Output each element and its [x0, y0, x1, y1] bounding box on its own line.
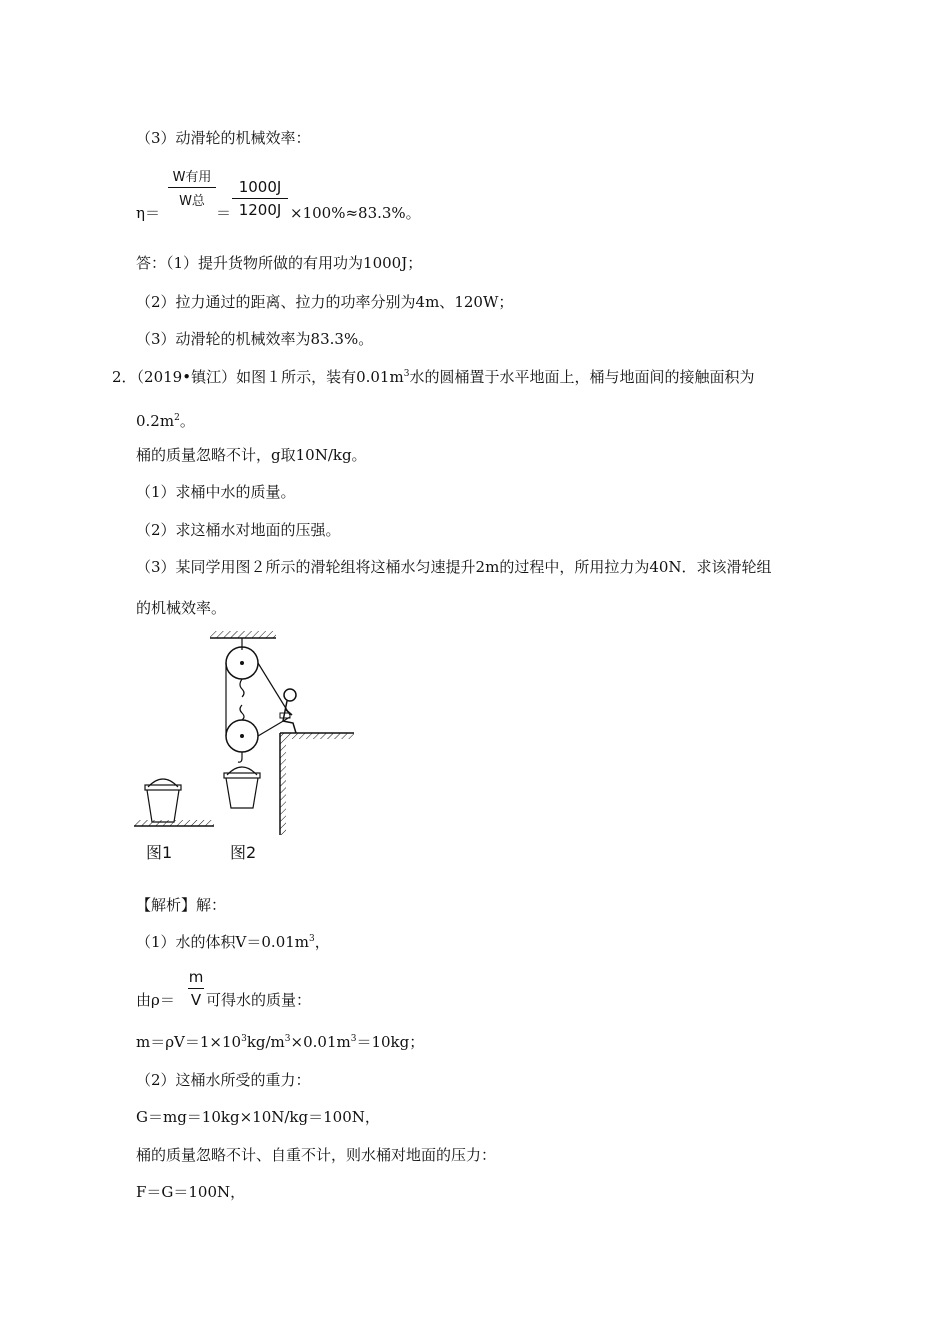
- eta-result: ×100%≈83.3%。: [290, 204, 421, 222]
- question-2-line-3: 桶的质量忽略不计，g取10N/kg。: [136, 446, 367, 464]
- ceiling: [210, 631, 276, 638]
- eq-sign: ＝: [216, 204, 232, 222]
- platform: [280, 733, 354, 835]
- q3-efficiency-heading: （3）动滑轮的机械效率：: [136, 129, 311, 147]
- solution-gravity-calc: G＝mg＝10kg×10N/kg＝100N，: [136, 1108, 380, 1126]
- solution-mass-calc: $m=\rho V=1\times 10^3kg/m^3\times 0.01m^3=10kg$；: [136, 1033, 425, 1051]
- pulley-figure: [130, 625, 360, 870]
- solution-header: 【解析】解：: [136, 896, 227, 914]
- question-2-line-2: $0.2m^2$。: [136, 412, 195, 430]
- movable-pulley: [226, 705, 258, 752]
- frac-w-numerator: W有用: [172, 170, 212, 185]
- figure-2-label: 图2: [230, 843, 257, 862]
- fraction-1000j-over-1200j: [232, 178, 288, 219]
- frac-m-numerator: m: [188, 968, 204, 986]
- question-2-subq-1: （1）求桶中水的质量。: [136, 483, 296, 501]
- density-suffix: 可得水的质量：: [206, 991, 312, 1009]
- question-2-line-1: 2．（2019•镇江）如图１所示，装有$0.01m^3$水的圆桶置于水平地面上，桶与地面间的接触面积为: [112, 368, 755, 386]
- solution-step-2: （2）这桶水所受的重力：: [136, 1071, 311, 1089]
- fraction-w-useful-over-w-total: [168, 166, 216, 209]
- question-2-subq-3-cont: 的机械效率。: [136, 599, 227, 617]
- answer-line-1: 答：（1）提升货物所做的有用功为1000J；: [136, 254, 423, 272]
- frac-v-denominator: V: [190, 991, 202, 1009]
- fixed-pulley: [226, 638, 258, 697]
- pulley-diagram: [130, 625, 360, 870]
- frac-w-denominator: W总: [179, 194, 205, 209]
- solution-step-1: （1）水的体积$V=0.01m^3$，: [136, 933, 330, 951]
- question-number: 2．: [112, 368, 137, 386]
- eta-prefix: η＝: [136, 204, 160, 222]
- frac-j-bar: [232, 198, 288, 199]
- ropes: [226, 663, 290, 736]
- question-2-subq-2: （2）求这桶水对地面的压强。: [136, 521, 341, 539]
- figure-1-label: 图1: [146, 843, 173, 862]
- person: [280, 689, 296, 733]
- frac-j-numerator: 1000J: [238, 178, 282, 196]
- density-prefix: 由ρ＝: [136, 991, 175, 1009]
- ground: [134, 820, 214, 826]
- answer-line-2: （2）拉力通过的距离、拉力的功率分别为4m、120W；: [136, 293, 514, 311]
- ground-bucket: [145, 779, 181, 822]
- frac-j-denominator: 1200J: [238, 201, 282, 219]
- fraction-m-over-v: [188, 968, 204, 1009]
- lifted-bucket: [224, 752, 260, 808]
- answer-line-3: （3）动滑轮的机械效率为83.3%。: [136, 330, 374, 348]
- frac-m-bar: [188, 988, 204, 989]
- solution-force-calc: F＝G＝100N，: [136, 1183, 246, 1201]
- frac-w-bar: [168, 187, 216, 188]
- solution-pressure-note: 桶的质量忽略不计、自重不计，则水桶对地面的压力：: [136, 1146, 497, 1164]
- question-2-subq-3: （3）某同学用图２所示的滑轮组将这桶水匀速提升2m的过程中，所用拉力为40N．求该滑轮组: [136, 558, 772, 576]
